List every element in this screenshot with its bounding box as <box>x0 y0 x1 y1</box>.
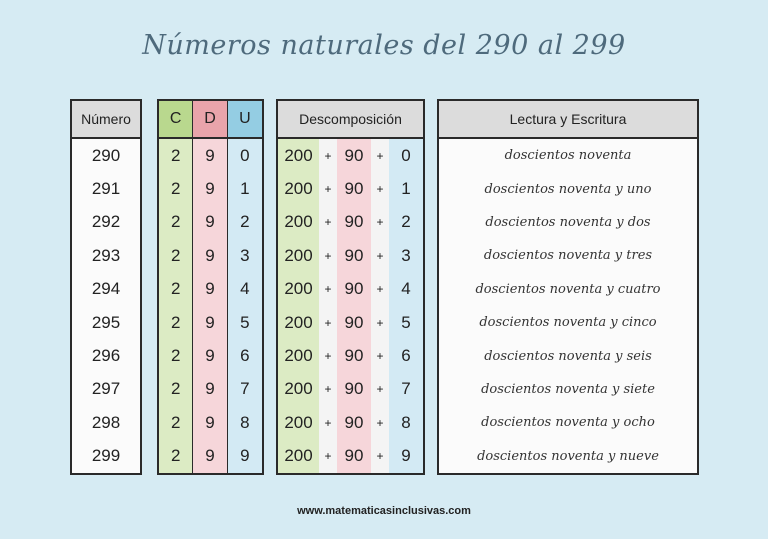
lectura-cell: doscientos noventa y cinco <box>479 315 657 331</box>
numero-cell: 296 <box>91 346 121 366</box>
ones-cell: 6 <box>401 346 411 366</box>
unidades-cell: 2 <box>240 212 250 232</box>
lectura-cell: doscientos noventa <box>504 148 632 164</box>
hundreds-cell: 200 <box>284 346 313 366</box>
centenas-cell: 2 <box>170 446 181 466</box>
numero-cell: 298 <box>91 412 121 432</box>
hundreds-cell: 200 <box>284 379 313 399</box>
unidades-cell: 1 <box>240 179 250 199</box>
ones-cell: 1 <box>401 179 411 199</box>
lectura-cell: doscientos noventa y dos <box>485 214 651 230</box>
plus-sign: + <box>324 248 332 263</box>
decenas-cell: 9 <box>205 312 215 332</box>
decenas-cell: 9 <box>205 279 215 299</box>
numero-cell: 294 <box>91 279 121 299</box>
lectura-column <box>439 139 697 473</box>
unidades-cell: 4 <box>240 279 250 299</box>
website-footer: www.matematicasinclusivas.com <box>297 505 471 517</box>
lectura-cell: doscientos noventa y uno <box>484 181 652 197</box>
ones-cell: 2 <box>401 212 411 232</box>
numero-cell: 299 <box>91 446 121 466</box>
hundreds-cell: 200 <box>284 312 313 332</box>
plus-sign: + <box>376 215 384 230</box>
hundreds-cell: 200 <box>284 446 313 466</box>
plus-sign: + <box>376 182 384 197</box>
numero-column <box>72 139 140 473</box>
numero-cell: 292 <box>91 212 121 232</box>
tens-cell: 90 <box>344 245 364 265</box>
unidades-column <box>228 101 262 473</box>
plus-sign: + <box>324 349 332 364</box>
hundreds-cell: 200 <box>284 245 313 265</box>
numero-cell: 293 <box>91 245 121 265</box>
plus-sign: + <box>376 315 384 330</box>
tens-cell: 90 <box>344 379 364 399</box>
ones-cell: 3 <box>401 245 411 265</box>
numero-cell: 295 <box>91 312 121 332</box>
ones-column <box>389 139 423 473</box>
ones-cell: 4 <box>401 279 411 299</box>
plus-sign: + <box>376 449 384 464</box>
decenas-cell: 9 <box>205 145 215 165</box>
plus-sign: + <box>324 315 332 330</box>
tens-cell: 90 <box>344 212 364 232</box>
unidades-cell: 0 <box>240 145 250 165</box>
numero-cell: 297 <box>91 379 121 399</box>
numero-cell: 290 <box>91 145 121 165</box>
lectura-cell: doscientos noventa y cuatro <box>475 281 661 297</box>
unidades-cell: 6 <box>240 346 250 366</box>
decenas-cell: 9 <box>205 346 215 366</box>
lectura-cell: doscientos noventa y seis <box>484 348 652 364</box>
lectura-table <box>437 99 699 475</box>
tens-column <box>337 139 371 473</box>
ones-cell: 7 <box>401 379 411 399</box>
unidades-cell: 8 <box>240 412 250 432</box>
unidades-cell: 9 <box>240 446 250 466</box>
tens-cell: 90 <box>344 346 364 366</box>
centenas-cell: 2 <box>170 212 181 232</box>
plus-sign: + <box>376 148 384 163</box>
plus-sign: + <box>376 282 384 297</box>
plus-column-1 <box>319 139 337 473</box>
lectura-cell: doscientos noventa y siete <box>481 381 655 397</box>
tens-cell: 90 <box>344 312 364 332</box>
unidades-cell: 7 <box>240 379 250 399</box>
centenas-cell: 2 <box>170 412 181 432</box>
lectura-header: Lectura y Escritura <box>439 101 697 139</box>
unidades-header: U <box>228 101 262 139</box>
centenas-cell: 2 <box>170 145 181 165</box>
lectura-cell: doscientos noventa y tres <box>483 248 653 264</box>
unidades-cell: 5 <box>240 312 250 332</box>
tens-cell: 90 <box>344 179 364 199</box>
hundreds-cell: 200 <box>284 179 313 199</box>
centenas-cell: 2 <box>170 279 181 299</box>
decenas-cell: 9 <box>205 245 215 265</box>
page-title: Números naturales del 290 al 299 <box>142 30 626 61</box>
numero-cell: 291 <box>91 179 121 199</box>
tens-cell: 90 <box>344 412 364 432</box>
tens-cell: 90 <box>344 446 364 466</box>
hundreds-cell: 200 <box>284 145 313 165</box>
tens-cell: 90 <box>344 145 364 165</box>
ones-cell: 0 <box>401 145 411 165</box>
plus-sign: + <box>324 148 332 163</box>
decenas-cell: 9 <box>205 212 215 232</box>
decenas-column <box>193 101 227 473</box>
hundreds-cell: 200 <box>284 212 313 232</box>
plus-sign: + <box>324 415 332 430</box>
hundreds-cell: 200 <box>284 412 313 432</box>
cdu-table <box>157 99 264 475</box>
centenas-cell: 2 <box>170 379 181 399</box>
lectura-cell: doscientos noventa y ocho <box>481 415 655 431</box>
plus-sign: + <box>324 449 332 464</box>
decenas-cell: 9 <box>205 179 215 199</box>
plus-sign: + <box>376 382 384 397</box>
plus-sign: + <box>324 182 332 197</box>
plus-sign: + <box>324 215 332 230</box>
plus-column-2 <box>371 139 389 473</box>
centenas-column <box>159 101 193 473</box>
hundreds-column <box>278 139 319 473</box>
numero-table <box>70 99 142 475</box>
decenas-cell: 9 <box>205 412 215 432</box>
decenas-cell: 9 <box>205 446 215 466</box>
plus-sign: + <box>324 382 332 397</box>
unidades-cell: 3 <box>240 245 250 265</box>
hundreds-cell: 200 <box>284 279 313 299</box>
tens-cell: 90 <box>344 279 364 299</box>
centenas-cell: 2 <box>170 346 181 366</box>
ones-cell: 5 <box>401 312 411 332</box>
descomposicion-header: Descomposición <box>278 101 423 139</box>
lectura-cell: doscientos noventa y nueve <box>477 448 659 464</box>
descomposicion-table <box>276 99 425 475</box>
plus-sign: + <box>376 248 384 263</box>
numero-header: Número <box>72 101 140 139</box>
decenas-cell: 9 <box>205 379 215 399</box>
decenas-header: D <box>193 101 226 139</box>
ones-cell: 9 <box>401 446 411 466</box>
centenas-header: C <box>159 101 192 139</box>
centenas-cell: 2 <box>170 179 181 199</box>
centenas-cell: 2 <box>170 312 181 332</box>
plus-sign: + <box>376 349 384 364</box>
ones-cell: 8 <box>401 412 411 432</box>
plus-sign: + <box>324 282 332 297</box>
centenas-cell: 2 <box>170 245 181 265</box>
plus-sign: + <box>376 415 384 430</box>
